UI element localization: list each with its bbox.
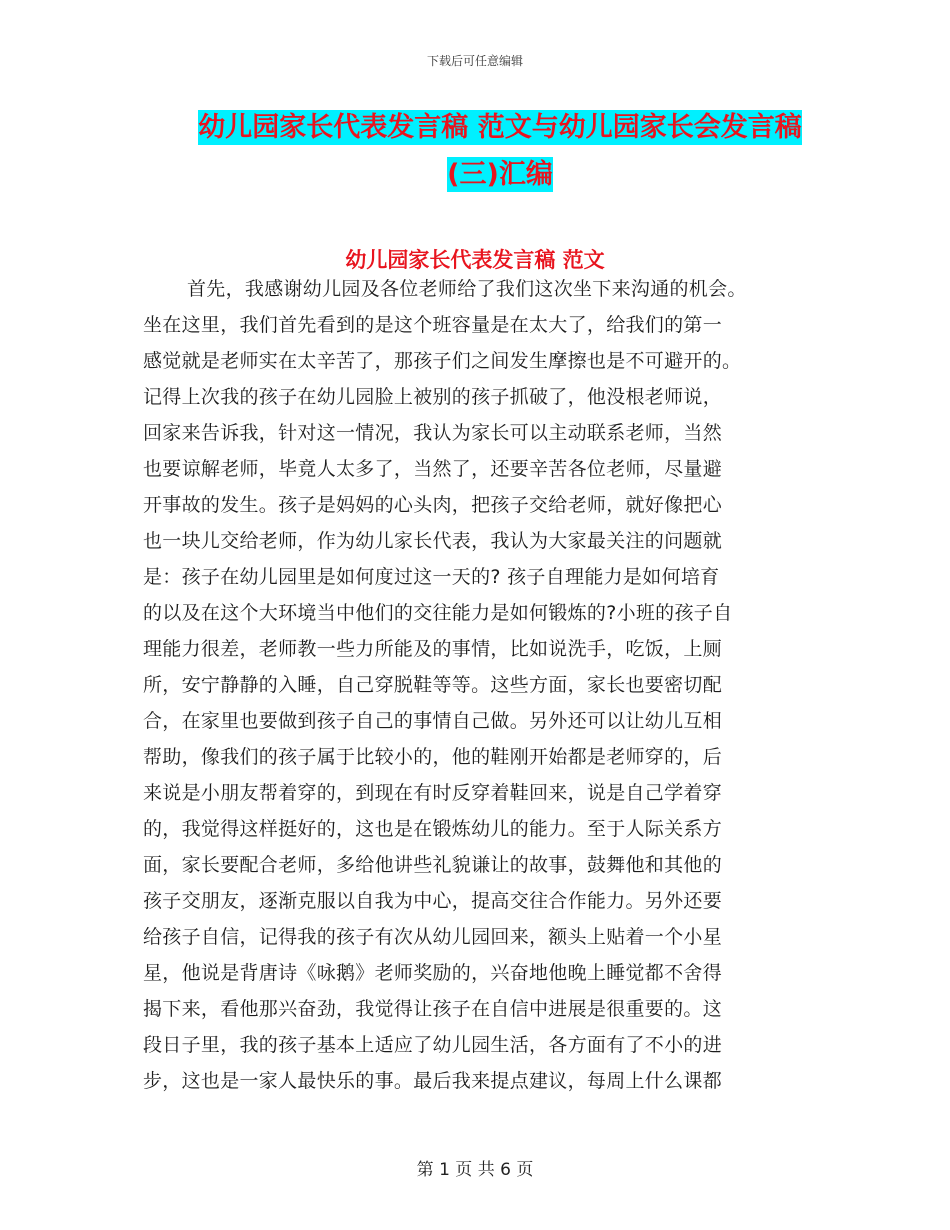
body-line: 的以及在这个大环境当中他们的交往能力是如何锻炼的?小班的孩子自 — [143, 602, 733, 624]
section-heading: 幼儿园家长代表发言稿 范文 — [345, 248, 605, 272]
body-line: 是：孩子在幼儿园里是如何度过这一天的? 孩子自理能力是如何培育 — [143, 566, 720, 588]
document-title-line1: 幼儿园家长代表发言稿 范文与幼儿园家长会发言稿 — [198, 112, 802, 143]
body-line: 帮助，像我们的孩子属于比较小的，他的鞋刚开始都是老师穿的，后 — [143, 746, 723, 768]
body-text — [143, 271, 813, 1099]
body-line: 记得上次我的孩子在幼儿园脸上被别的孩子抓破了，他没根老师说， — [143, 386, 723, 408]
body-line: 也一块儿交给老师，作为幼儿家长代表，我认为大家最关注的问题就 — [143, 530, 723, 552]
body-line: 步，这也是一家人最快乐的事。最后我来提点建议，每周上什么课都 — [143, 1070, 723, 1092]
body-line: 回家来告诉我，针对这一情况，我认为家长可以主动联系老师，当然 — [143, 422, 723, 444]
page-footer: 第 1 页 共 6 页 — [416, 1160, 534, 1180]
body-line: 首先，我感谢幼儿园及各位老师给了我们这次坐下来沟通的机会。 — [187, 278, 747, 300]
document-title — [150, 104, 850, 198]
body-line: 开事故的发生。孩子是妈妈的心头肉，把孩子交给老师，就好像把心 — [143, 494, 723, 516]
body-line: 感觉就是老师实在太辛苦了，那孩子们之间发生摩擦也是不可避开的。 — [143, 350, 742, 372]
body-line: 也要谅解老师，毕竟人太多了，当然了，还要辛苦各位老师，尽量避 — [143, 458, 723, 480]
body-line: 来说是小朋友帮着穿的，到现在有时反穿着鞋回来，说是自己学着穿 — [143, 782, 723, 804]
header-note: 下载后可任意编辑 — [426, 54, 523, 68]
body-line: 孩子交朋友，逐渐克服以自我为中心，提高交往合作能力。另外还要 — [143, 890, 723, 912]
body-line: 揭下来，看他那兴奋劲，我觉得让孩子在自信中进展是很重要的。这 — [143, 998, 723, 1020]
body-line: 合，在家里也要做到孩子自己的事情自己做。另外还可以让幼儿互相 — [143, 710, 723, 732]
body-line: 星，他说是背唐诗《咏鹅》老师奖励的，兴奋地他晚上睡觉都不舍得 — [143, 962, 723, 984]
body-line: 段日子里，我的孩子基本上适应了幼儿园生活，各方面有了不小的进 — [143, 1034, 723, 1056]
body-line: 坐在这里，我们首先看到的是这个班容量是在太大了，给我们的第一 — [143, 314, 723, 336]
body-line: 所，安宁静静的入睡，自己穿脱鞋等等。这些方面，家长也要密切配 — [143, 674, 723, 696]
body-line: 给孩子自信，记得我的孩子有次从幼儿园回来，额头上贴着一个小星 — [143, 926, 723, 948]
document-title-line2: (三)汇编 — [447, 159, 553, 190]
body-line: 理能力很差，老师教一些力所能及的事情，比如说洗手，吃饭，上厕 — [143, 638, 723, 660]
body-line: 的，我觉得这样挺好的，这也是在锻炼幼儿的能力。至于人际关系方 — [143, 818, 723, 840]
body-line: 面，家长要配合老师，多给他讲些礼貌谦让的故事，鼓舞他和其他的 — [143, 854, 723, 876]
